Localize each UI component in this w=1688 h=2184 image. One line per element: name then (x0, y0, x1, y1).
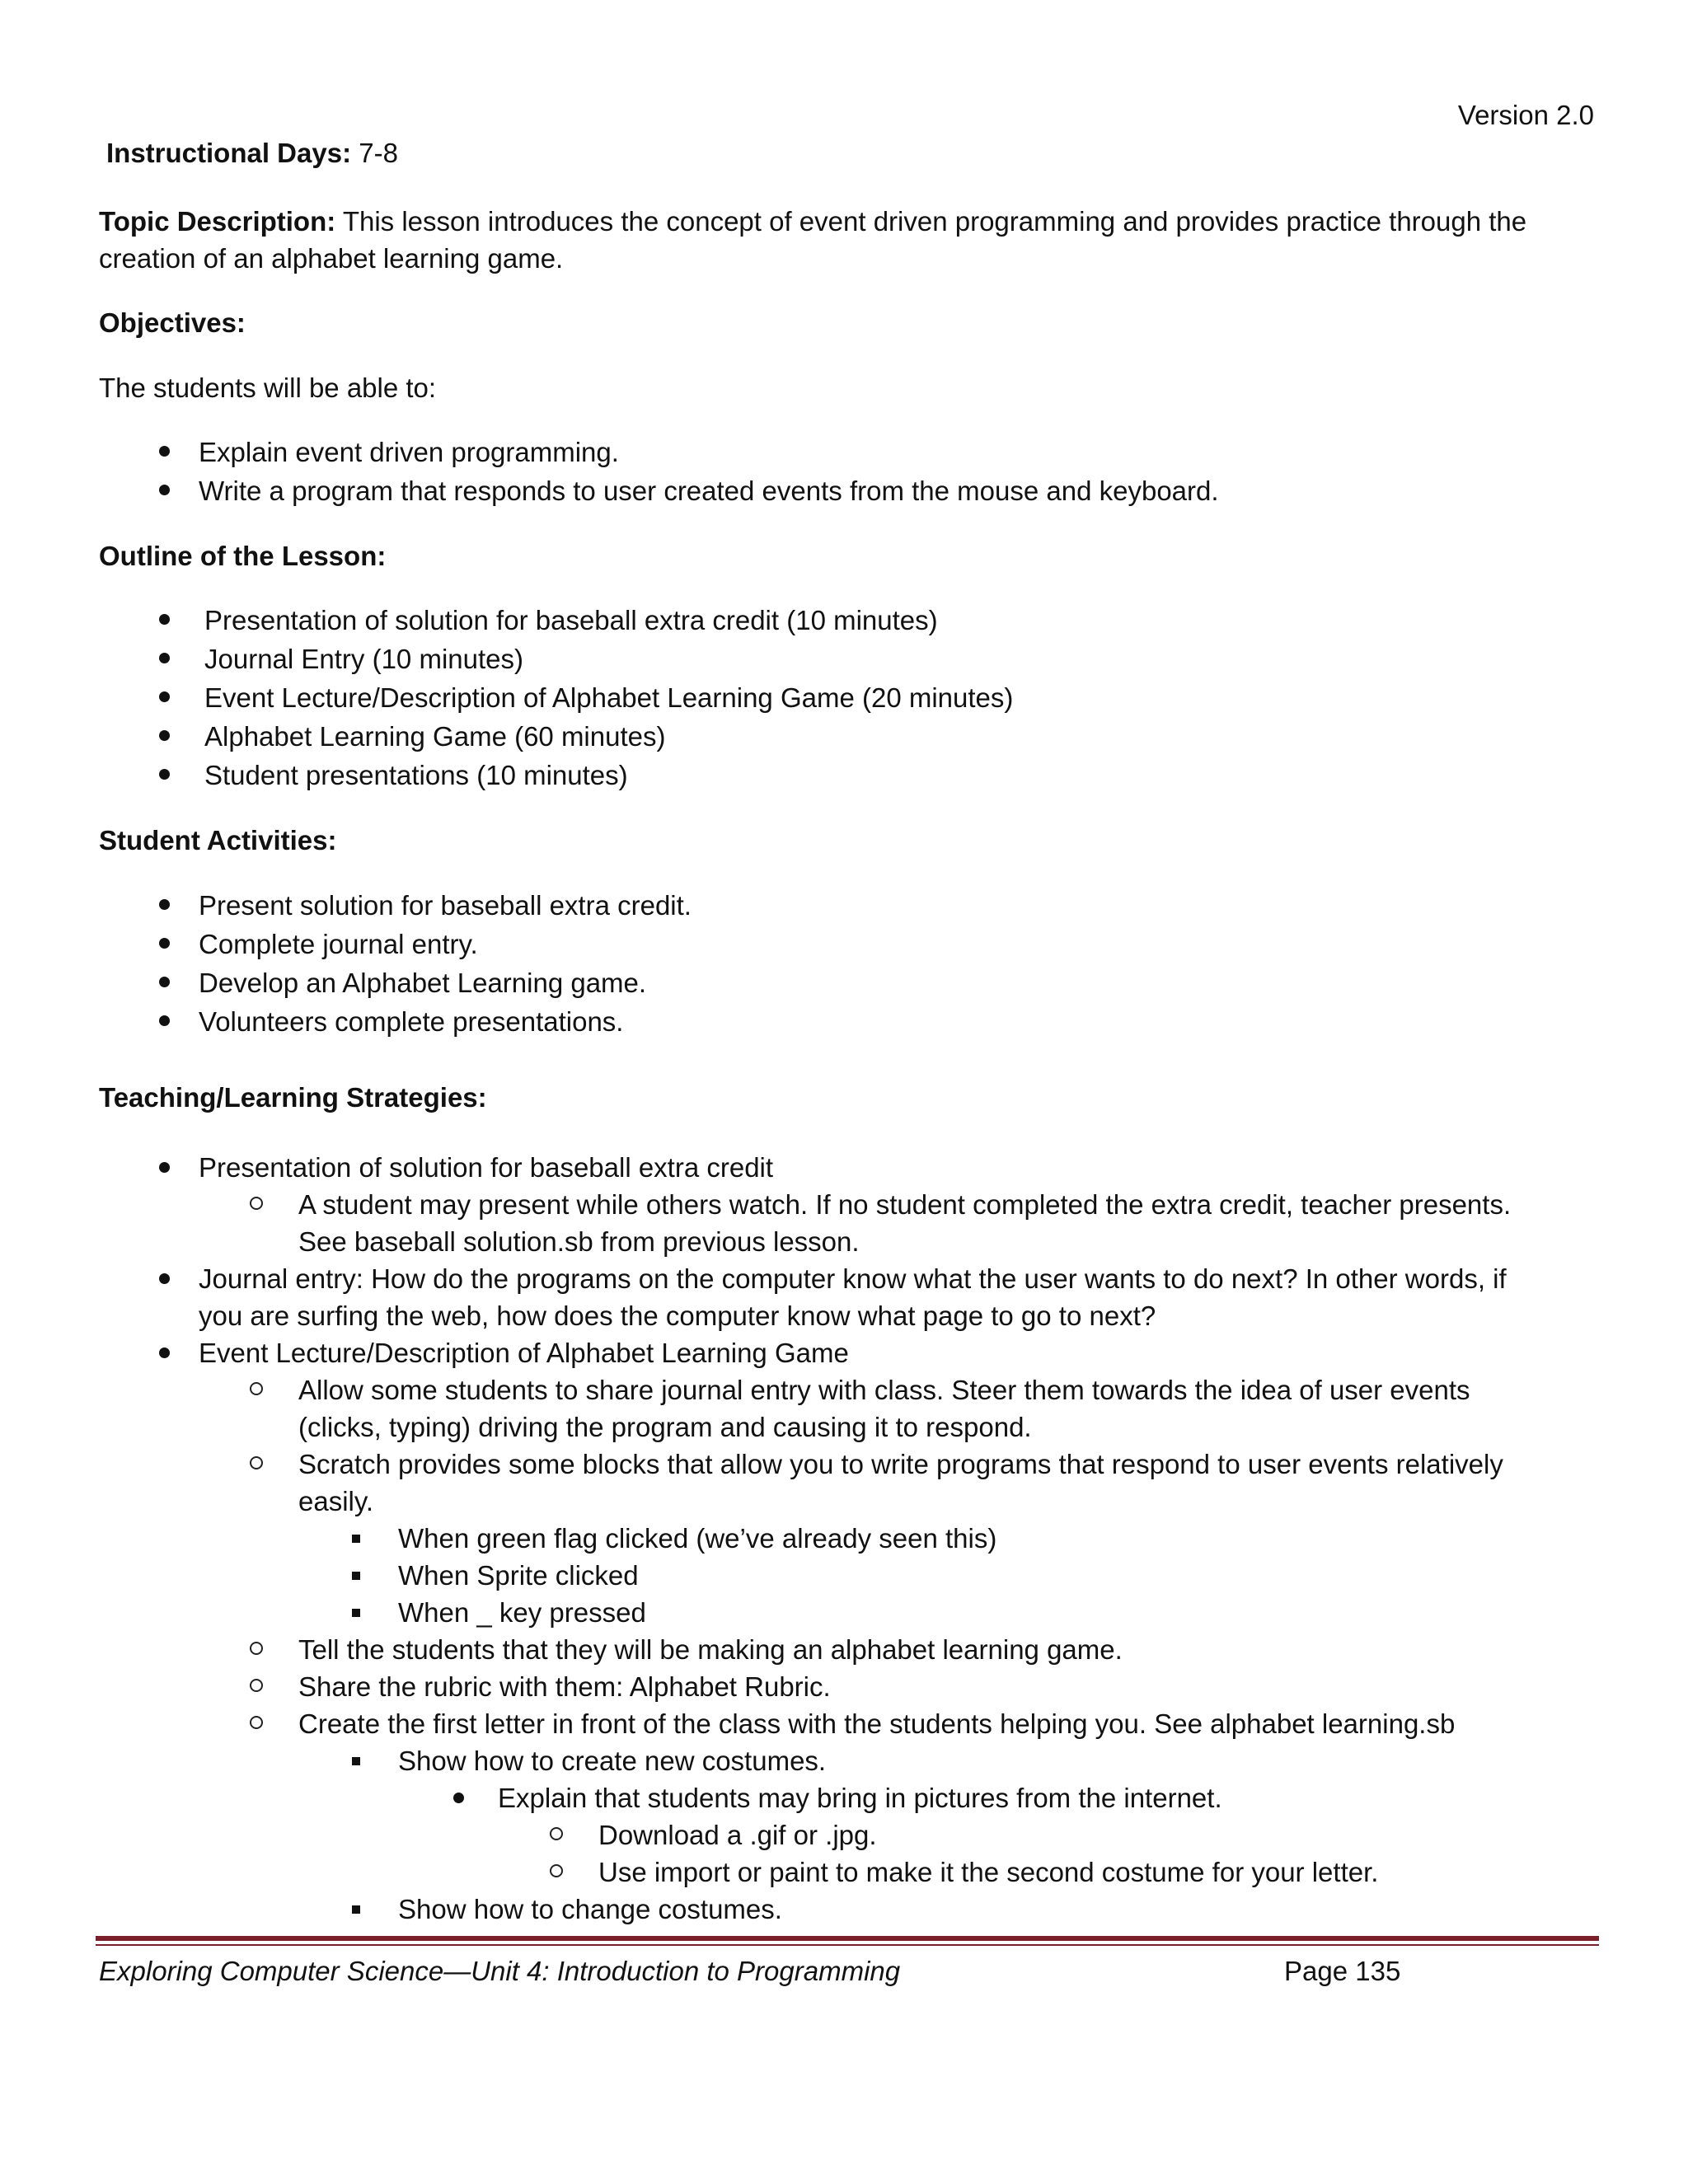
bullet-icon (159, 1273, 170, 1284)
strategy-line: When _ key pressed (398, 1597, 646, 1628)
circle-bullet-icon (550, 1827, 563, 1840)
strategy-line: easily. (298, 1486, 374, 1516)
bullet-icon (159, 1347, 170, 1358)
bullet-icon (159, 899, 170, 910)
square-bullet-icon (352, 1535, 360, 1543)
strategy-line: When Sprite clicked (398, 1560, 639, 1591)
bullet-icon (159, 446, 170, 457)
square-bullet-icon (352, 1905, 360, 1914)
circle-bullet-icon (250, 1716, 263, 1729)
strategy-line: Create the first letter in front of the class with the students helping you. See alphabet learning.sb (298, 1708, 1456, 1739)
bullet-icon (159, 614, 170, 625)
strategy-line: Use import or paint to make it the second costume for your letter. (598, 1857, 1379, 1887)
page-number: Page 135 (1284, 1956, 1401, 1986)
bullet-icon (159, 1162, 170, 1173)
activities-heading: Student Activities: (99, 825, 337, 855)
circle-bullet-icon (250, 1642, 263, 1655)
outline-item: Event Lecture/Description of Alphabet Learning Game (20 minutes) (204, 682, 1014, 713)
outline-item: Student presentations (10 minutes) (204, 760, 628, 790)
circle-bullet-icon (250, 1456, 263, 1469)
strategy-line: Explain that students may bring in pictures from the internet. (498, 1783, 1222, 1813)
activity-item: Volunteers complete presentations. (199, 1006, 624, 1037)
bullet-icon (159, 730, 170, 741)
activity-item: Present solution for baseball extra credit. (199, 890, 692, 921)
strategy-line: When green flag clicked (we’ve already seen this) (398, 1523, 997, 1554)
strategy-line: A student may present while others watch. If no student completed the extra credit, teacher presents. (298, 1189, 1512, 1220)
circle-bullet-icon (250, 1382, 263, 1395)
circle-bullet-icon (250, 1197, 263, 1210)
outline-item: Alphabet Learning Game (60 minutes) (204, 721, 666, 752)
footer-rule-thin (96, 1944, 1599, 1946)
strategy-line: Event Lecture/Description of Alphabet Learning Game (199, 1338, 849, 1368)
square-bullet-icon (352, 1609, 360, 1617)
bullet-icon (159, 653, 170, 663)
strategy-line: Presentation of solution for baseball extra credit (199, 1152, 774, 1183)
circle-bullet-icon (550, 1864, 563, 1877)
objectives-intro: The students will be able to: (99, 373, 437, 403)
topic-text: This lesson introduces the concept of event driven programming and provides practice through the creation of an alphabet learning game. (99, 206, 1527, 274)
outline-item: Presentation of solution for baseball extra credit (10 minutes) (204, 605, 938, 635)
strategy-line: Journal entry: How do the programs on the computer know what the user wants to do next? In other words, if (199, 1263, 1507, 1294)
bullet-icon (159, 769, 170, 780)
bullet-icon (159, 1015, 170, 1026)
bullet-icon (159, 485, 170, 495)
footer-title: Exploring Computer Science—Unit 4: Introduction to Programming (99, 1956, 901, 1986)
topic-label: Topic Description: (99, 206, 336, 237)
topic-description (99, 203, 1582, 277)
strategy-line: Scratch provides some blocks that allow you to write programs that respond to user events relatively (298, 1449, 1503, 1479)
objective-item: Write a program that responds to user created events from the mouse and keyboard. (199, 476, 1219, 506)
strategies-heading: Teaching/Learning Strategies: (99, 1082, 487, 1113)
days-label: Instructional Days: (106, 138, 352, 168)
square-bullet-icon (352, 1757, 360, 1765)
days-value: 7-8 (351, 138, 398, 168)
strategy-line: Show how to create new costumes. (398, 1746, 827, 1776)
strategy-line: Show how to change costumes. (398, 1894, 782, 1924)
activity-item: Develop an Alphabet Learning game. (199, 968, 647, 998)
strategy-line: you are surfing the web, how does the computer know what page to go to next? (199, 1301, 1156, 1331)
bullet-icon (159, 691, 170, 702)
outline-heading: Outline of the Lesson: (99, 541, 387, 571)
outline-item: Journal Entry (10 minutes) (204, 644, 523, 674)
strategy-line: (clicks, typing) driving the program and causing it to respond. (298, 1412, 1032, 1442)
strategy-line: Share the rubric with them: Alphabet Rubric. (298, 1671, 831, 1702)
strategy-line: See baseball solution.sb from previous lesson. (298, 1226, 860, 1257)
objective-item: Explain event driven programming. (199, 437, 619, 467)
objectives-heading: Objectives: (99, 307, 246, 338)
strategy-line: Allow some students to share journal entry with class. Steer them towards the idea of user events (298, 1375, 1470, 1405)
version-label: Version 2.0 (1457, 100, 1594, 130)
circle-bullet-icon (250, 1679, 263, 1692)
strategy-line: Download a .gif or .jpg. (598, 1820, 877, 1850)
bullet-icon (159, 977, 170, 987)
instructional-days (106, 138, 398, 169)
bullet-icon (453, 1793, 464, 1803)
activity-item: Complete journal entry. (199, 929, 478, 959)
square-bullet-icon (352, 1572, 360, 1580)
bullet-icon (159, 938, 170, 949)
footer-rule (96, 1936, 1599, 1941)
strategy-line: Tell the students that they will be making an alphabet learning game. (298, 1634, 1123, 1665)
